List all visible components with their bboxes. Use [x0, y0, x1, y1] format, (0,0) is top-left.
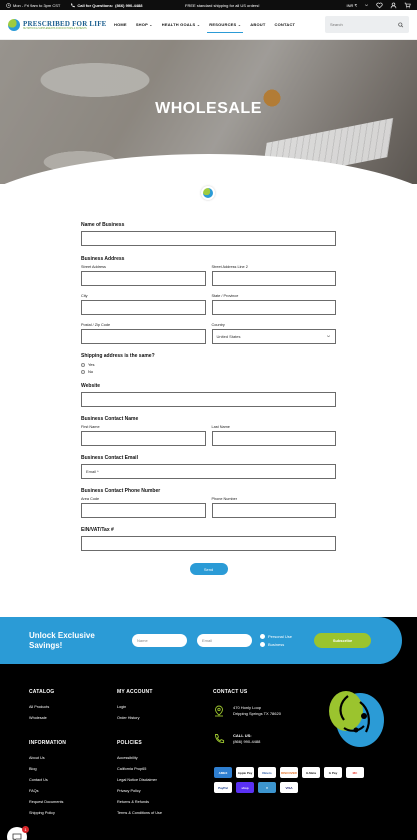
business-name-input[interactable]: [81, 231, 336, 246]
newsletter-name-input[interactable]: [132, 634, 187, 647]
business-radio[interactable]: [260, 642, 292, 647]
newsletter-title: Unlock Exclusive Savings!: [29, 630, 95, 650]
top-bar: [0, 0, 417, 10]
phone-info[interactable]: [70, 3, 142, 8]
street2-label: Street Address Line 2: [211, 265, 248, 269]
footer-catalog: [29, 689, 54, 727]
footer-link-wholesale[interactable]: Wholesale: [29, 716, 47, 720]
business-address-label: Business Address: [81, 256, 125, 262]
phone-number-label: Phone Number: [211, 497, 238, 501]
logo-title: PRESCRIBED FOR LIFE: [23, 19, 107, 28]
nav-about[interactable]: ABOUT: [250, 22, 266, 27]
apple-pay-icon: Apple Pay: [236, 767, 254, 778]
contact-email-label: Business Contact Email: [81, 455, 138, 461]
nav-contact[interactable]: CONTACT: [274, 22, 296, 27]
information-title: INFORMATION: [29, 740, 67, 746]
clock-icon: [6, 3, 11, 8]
city-input[interactable]: [81, 300, 206, 315]
footer-policies: [117, 740, 162, 822]
state-label: State / Province: [211, 294, 239, 298]
hero-banner: [0, 40, 417, 184]
personal-use-label: Personal Use: [268, 634, 293, 639]
wholesale-form: [81, 222, 336, 575]
logo-tagline: NUTRITION & SUPPLEMENTS FOR DOCTORS & PATIENTS: [23, 27, 87, 30]
diners-icon: Diners: [258, 767, 276, 778]
last-name-input[interactable]: [212, 431, 337, 446]
contact-phone-label: Business Contact Phone Number: [81, 488, 161, 494]
footer-link-order-history[interactable]: Order History: [117, 716, 140, 720]
call-number[interactable]: (866) 990-4488: [115, 2, 143, 8]
website-input[interactable]: [81, 392, 336, 407]
subscribe-button[interactable]: Subscribe: [314, 633, 371, 648]
mastercard-icon: MC: [346, 767, 364, 778]
hours-text: Mon - Fri 9am to 3pm CST: [13, 2, 61, 8]
cart-icon[interactable]: [404, 2, 411, 9]
google-pay-icon: G Pay: [324, 767, 342, 778]
footer-account: [117, 689, 153, 727]
newsletter-name-placeholder: Name: [137, 638, 148, 643]
chevron-down-icon: [326, 334, 331, 339]
radio-icon[interactable]: [260, 642, 265, 647]
amex-icon: AMEX: [214, 767, 232, 778]
state-input[interactable]: [212, 300, 337, 315]
phone-number-input[interactable]: [212, 503, 337, 518]
email-input[interactable]: [81, 464, 336, 479]
logo-mark-icon: [8, 19, 20, 31]
nav-shop[interactable]: SHOP ⌄: [135, 22, 153, 27]
first-name-input[interactable]: [81, 431, 206, 446]
no-label: No: [88, 369, 94, 374]
footer-link-accessibility[interactable]: Accessibility: [117, 756, 138, 760]
website-label: Website: [81, 383, 101, 389]
yes-label: Yes: [88, 362, 95, 367]
visa-icon: VISA: [280, 782, 298, 793]
footer-call[interactable]: [213, 733, 281, 745]
footer-link-about-us[interactable]: About Us: [29, 756, 45, 760]
footer-link-returns[interactable]: Returns & Refunds: [117, 800, 150, 804]
site-logo[interactable]: [8, 19, 108, 31]
newsletter-email-placeholder: Email: [202, 638, 213, 643]
chat-notification-badge: 1: [22, 826, 29, 833]
policies-title: POLICIES: [117, 740, 142, 746]
shop-pay-icon: shop: [236, 782, 254, 793]
business-label: Business: [268, 642, 285, 647]
nav-health-goals[interactable]: HEALTH GOALS ⌄: [161, 22, 201, 27]
call-label: Call for Questions:: [77, 2, 114, 8]
account-title: MY ACCOUNT: [117, 689, 153, 695]
footer-link-all-products[interactable]: All Products: [29, 705, 50, 709]
meta-pay-icon: G.Meta: [302, 767, 320, 778]
venmo-icon: V: [258, 782, 276, 793]
street-label: Street Address: [81, 265, 106, 269]
nav-resources[interactable]: RESOURCES ⌄: [209, 12, 241, 37]
search-box[interactable]: [325, 16, 409, 33]
street-input[interactable]: [81, 271, 206, 286]
brand-emblem-icon: [326, 688, 388, 748]
last-name-label: Last Name: [211, 425, 230, 429]
footer-link-prop65[interactable]: California Prop65: [117, 767, 147, 771]
footer-link-legal-notice[interactable]: Legal Notice Disclaimer: [117, 778, 157, 782]
address-line2: Dripping Springs TX 78620: [233, 711, 281, 716]
footer-address: [213, 705, 281, 717]
brand-badge: [201, 186, 215, 200]
heart-icon[interactable]: [376, 2, 383, 9]
brand-badge-icon: [203, 188, 213, 198]
contact-name-label: Business Contact Name: [81, 416, 139, 422]
first-name-label: First Name: [81, 425, 100, 429]
currency-selector[interactable]: INR ₹: [346, 2, 357, 8]
phone-icon: [70, 3, 75, 8]
nav-home[interactable]: HOME: [114, 22, 127, 27]
user-icon[interactable]: [390, 2, 397, 9]
business-name-label: Name of Business: [81, 222, 125, 228]
street2-input[interactable]: [212, 271, 337, 286]
shipping-same-label: Shipping address is the same?: [81, 353, 155, 359]
country-label: Country: [211, 323, 225, 327]
newsletter-banner: [0, 617, 402, 664]
discover-icon: DISCOVER: [280, 767, 298, 778]
chat-icon: [12, 832, 22, 840]
search-input[interactable]: [330, 22, 398, 27]
country-select[interactable]: [212, 329, 337, 344]
site-footer: [0, 664, 417, 840]
send-button[interactable]: Send: [190, 563, 228, 575]
country-value: United States: [216, 334, 241, 339]
chevron-down-icon[interactable]: [364, 3, 369, 8]
footer-link-terms[interactable]: Terms & Conditions of Use: [117, 811, 162, 815]
footer-link-faqs[interactable]: FAQs: [29, 789, 39, 793]
hours-info: [6, 3, 60, 8]
tax-label: EIN/VAT/Tax #: [81, 527, 114, 533]
radio-icon[interactable]: [81, 363, 85, 367]
area-code-input[interactable]: [81, 503, 206, 518]
paypal-icon: PayPal: [214, 782, 232, 793]
zip-input[interactable]: [81, 329, 206, 344]
search-icon[interactable]: [398, 22, 404, 28]
payment-methods: [214, 767, 384, 793]
page-title: WHOLESALE: [155, 100, 262, 117]
footer-link-blog[interactable]: Blog: [29, 767, 37, 771]
call-us-number[interactable]: (866) 990-4488: [233, 739, 261, 744]
shipping-promo: FREE standard shipping for all US orders!: [185, 2, 260, 8]
shipping-no-radio[interactable]: [81, 369, 336, 374]
footer-link-shipping-policy[interactable]: Shipping Policy: [29, 811, 55, 815]
catalog-title: CATALOG: [29, 689, 55, 695]
tax-input[interactable]: [81, 536, 336, 551]
site-header: [0, 10, 417, 40]
footer-information: [29, 740, 66, 822]
email-placeholder: Email *: [86, 469, 99, 474]
call-us-label: CALL US:: [233, 733, 252, 738]
chat-widget[interactable]: [7, 827, 27, 840]
radio-icon[interactable]: [81, 370, 85, 374]
location-pin-icon: [213, 705, 225, 717]
footer-link-request-documents[interactable]: Request Documents: [29, 800, 64, 804]
phone-icon: [213, 733, 225, 745]
radio-icon[interactable]: [260, 634, 265, 639]
personal-use-radio[interactable]: [260, 634, 292, 639]
main-nav: [114, 12, 295, 37]
shipping-yes-radio[interactable]: [81, 362, 336, 367]
footer-contact: [213, 689, 281, 745]
contact-title: CONTACT US: [213, 689, 248, 695]
footer-link-login[interactable]: Login: [117, 705, 127, 709]
newsletter-email-input[interactable]: [197, 634, 252, 647]
footer-link-contact-us[interactable]: Contact Us: [29, 778, 48, 782]
footer-link-privacy-policy[interactable]: Privacy Policy: [117, 789, 141, 793]
city-label: City: [81, 294, 88, 298]
zip-label: Postal / Zip Code: [81, 323, 111, 327]
address-line1: 470 Honly Loop: [233, 705, 262, 710]
area-code-label: Area Code: [81, 497, 100, 501]
